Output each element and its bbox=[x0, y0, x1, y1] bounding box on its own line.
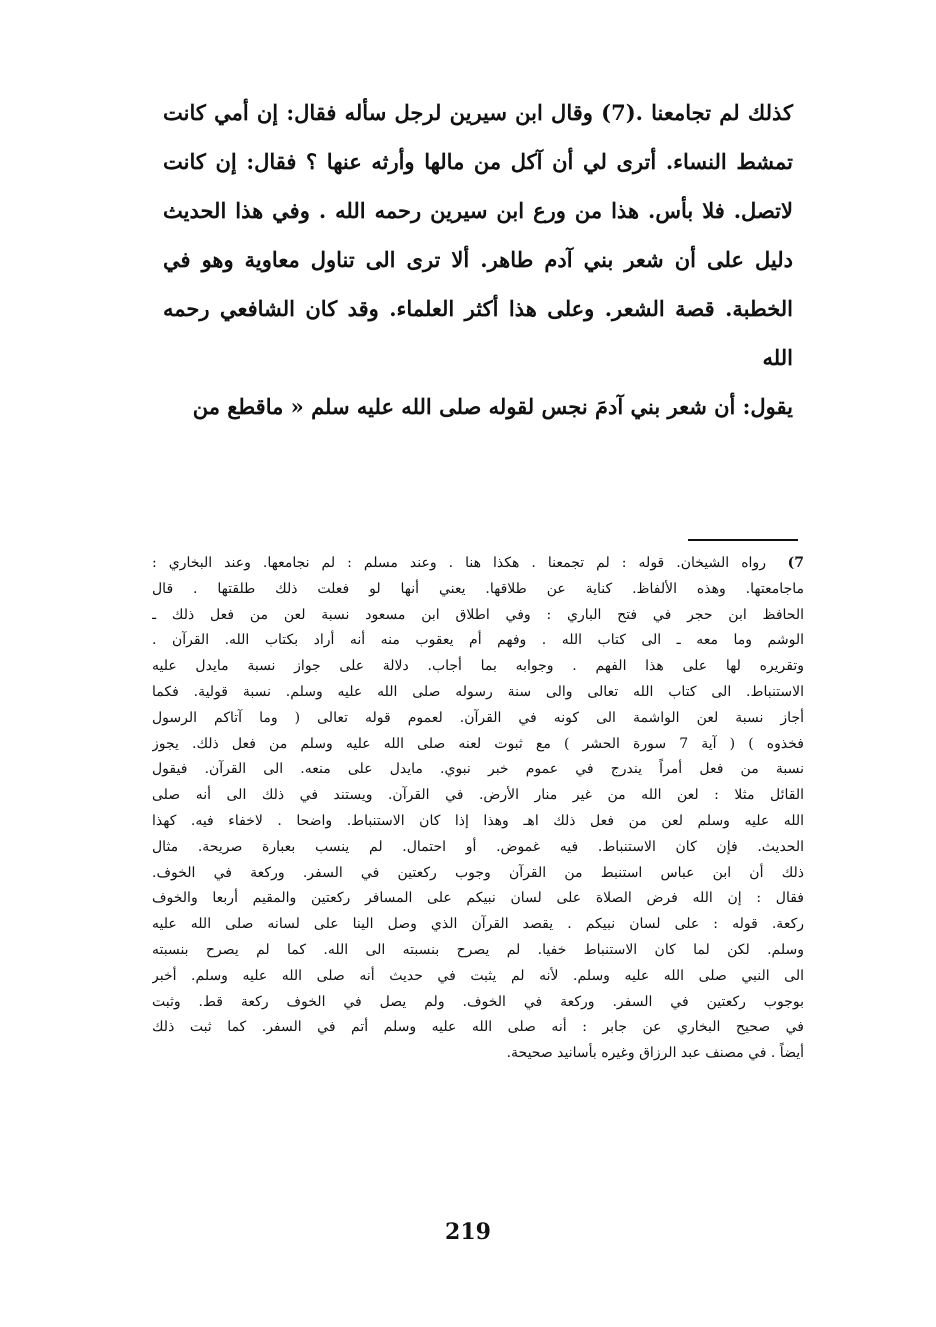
footnote-separator bbox=[688, 539, 798, 541]
footnote-line: ركعة. قوله : على لسان نبيكم . يقصد القرآن الذي وصل الينا على لسانه صلى الله عليه bbox=[152, 916, 804, 933]
footnote-line: الله عليه وسلم لعن من فعل ذلك اهـ وهذا إذا كان الاستنباط. واضحا . لاخفاء فيه. كهذا bbox=[152, 812, 804, 829]
footnote-line: أيضاً . في مصنف عبد الرزاق وغيره بأسانيد صحيحة. bbox=[506, 1045, 804, 1062]
footnote-number: 7) bbox=[787, 555, 804, 571]
page-number: 219 bbox=[445, 1219, 491, 1245]
footnote-line: نسبة من فعل أمراً يندرج في عموم خبر نبوي. مايدل على منعه. الى القرآن. فيقول bbox=[152, 761, 804, 778]
footnote-text: رواه الشيخان. قوله : لم تجمعنا . هكذا هنا . وعند مسلم : لم نجامعها. وعند البخاري : bbox=[152, 555, 766, 571]
body-line: دليل على أن شعر بني آدم طاهر. ألا ترى الى تناول معاوية وهو في bbox=[163, 247, 793, 272]
main-body-text bbox=[163, 88, 793, 431]
footnote-line: الى النبي صلى الله عليه وسلم. لأنه لم يثبت في حديث أنه صلى الله عليه وسلم. أخبر bbox=[152, 967, 804, 984]
footnote-line: فقال : إن الله فرض الصلاة على لسان نبيكم على المسافر ركعتين والمقيم أربعا والخوف bbox=[152, 890, 804, 907]
footnote-line: وتقريره لها على هذا الفهم . وجوابه بما أجاب. دلالة على جواز نسبة مايدل عليه bbox=[152, 658, 804, 675]
footnote-line: وسلم. لكن لما كان الاستنباط خفيا. لم يصرح بنسبته الى الله. كما لم يصرح بنسبته bbox=[152, 941, 804, 958]
body-line: لاتصل. فلا بأس. هذا من ورع ابن سيرين رحمه الله . وفي هذا الحديث bbox=[163, 198, 793, 223]
footnote-line: الحافظ ابن حجر في فتح الباري : وفي اطلاق ابن مسعود نسبة لعن من فعل ذلك ـ bbox=[152, 606, 804, 623]
footnote-line: القائل مثلا : لعن الله من غير منار الأرض. في القرآن. ويستند في ذلك الى أنه صلى bbox=[152, 787, 804, 804]
footnote-line: أجاز نسبة لعن الواشمة الى كونه في القرآن. لعموم قوله تعالى ( وما آتاكم الرسول bbox=[152, 709, 804, 726]
footnote-block bbox=[152, 551, 804, 1067]
body-line: تمشط النساء. أترى لي أن آكل من مالها وأرثه عنها ؟ فقال: إن كانت bbox=[163, 149, 793, 174]
footnote-line: ذلك أن ابن عباس استنبط من القرآن وجوب ركعتين في السفر. وركعة في الخوف. bbox=[152, 864, 804, 881]
footnote-line: ماجامعتها. وهذه الألفاظ. كناية عن طلاقها. يعني أنها لو فعلت ذلك طلقتها . قال bbox=[152, 580, 804, 597]
footnote-line bbox=[152, 551, 804, 577]
footnote-line: الاستنباط. الى كتاب الله تعالى والى سنة رسوله صلى الله عليه وسلم. نسبة قولية. فكما bbox=[152, 683, 804, 700]
body-line: كذلك لم تجامعنا .(7) وقال ابن سيرين لرجل سأله فقال: إن أمي كانت bbox=[163, 100, 793, 125]
body-line: الخطبة. قصة الشعر. وعلى هذا أكثر العلماء. وقد كان الشافعي رحمه الله bbox=[163, 296, 793, 370]
footnote-line: في صحيح البخاري عن جابر : أنه صلى الله عليه وسلم أتم في السفر. كما ثبت ذلك bbox=[152, 1019, 804, 1036]
footnote-line: الوشم وما معه ـ الى كتاب الله . وفهم أم يعقوب منه أنه أراد بكتاب الله. القرآن . bbox=[152, 632, 804, 649]
footnote-line: بوجوب ركعتين في السفر. وركعة في الخوف. ولم يصل في الخوف ركعة قط. وثبت bbox=[152, 993, 804, 1010]
footnote-line: فخذوه ) ( آية 7 سورة الحشر ) مع ثبوت لعنه صلى الله عليه وسلم من فعل ذلك. يجوز bbox=[152, 735, 804, 752]
footnote-line: الحديث. فإن كان الاستنباط. فيه غموض. أو احتمال. لم ينسب بعبارة صريحة. مثال bbox=[152, 838, 804, 855]
body-line: يقول: أن شعر بني آدمَ نجس لقوله صلى الله عليه سلم « ماقطع من bbox=[192, 394, 793, 419]
